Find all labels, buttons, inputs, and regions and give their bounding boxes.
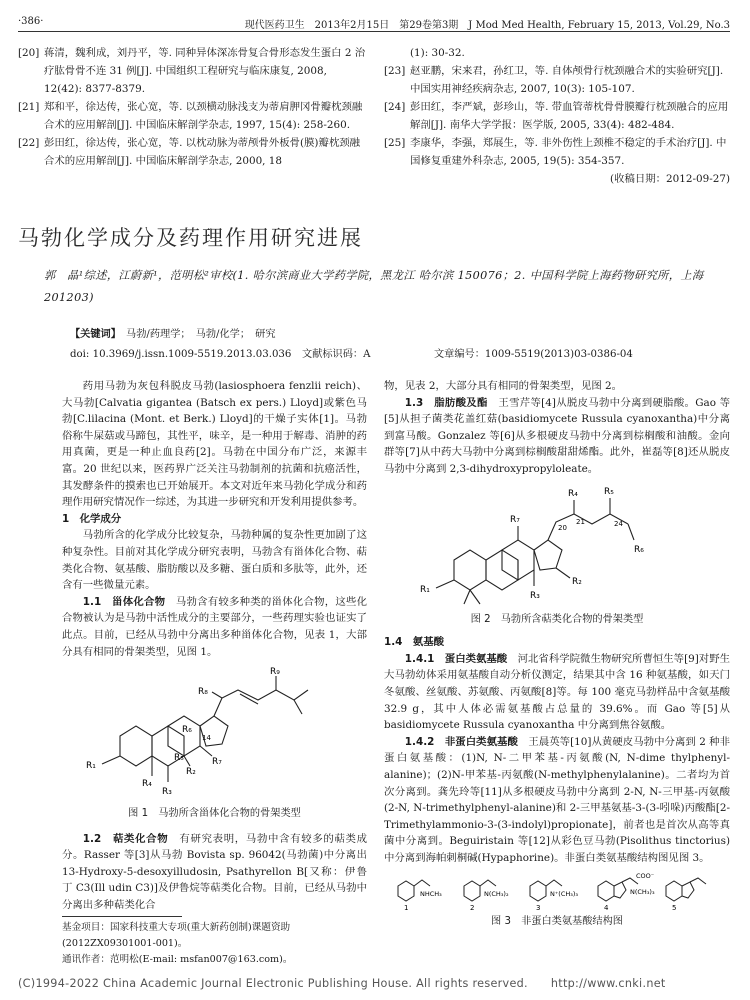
paragraph: 马勃所含的化学成分比较复杂，马勃种属的复杂性更加剧了这种复杂性。目前对其化学成分研究表明，马勃含有甾体化合物、萜类化合物、氨基酸、脂肪酸以及多糖、蛋白质和多肽等，此外，还含有一些微量元素。	[62, 529, 367, 592]
fig3-label-COO: COO⁻	[636, 872, 655, 881]
fig1-label-R2: R₂	[186, 767, 196, 778]
paragraph: 1.3 脂肪酸及酯 王雪芹等[4]从脱皮马勃中分离到硬脂酸。Gao 等[5]从担子菌类花盖红菇(basidiomycete Russula cyanoxantha)中分离到富马酸。Gonzalez 等[6]从多根硬皮马勃中分离到棕榈酸和油酸。金向群等[7]从中药大马勃中分离到棕榈酸甜甜烯酯。此外，崔磊等[8]还从脱皮马勃中分离到 2,3-dihydroxypropyloleate。	[384, 396, 730, 475]
fig2-label-R7: R₇	[510, 514, 520, 525]
reference-item: [21] 郑和平，徐达传，张心宽，等. 以颈横动脉浅支为蒂肩胛冈骨瓣枕颈融合术的应用解剖[J]. 中国临床解剖学杂志, 1997, 15(4): 258-260.	[18, 101, 363, 131]
keywords-block	[70, 325, 710, 365]
fig3-label-NCH33: N(CH₃)₃	[630, 888, 655, 897]
keywords-label: 【关键词】	[70, 329, 116, 340]
fig1-label-R9: R₉	[270, 667, 280, 678]
fig3-label-4: 4	[604, 904, 609, 913]
fig1-label-R3: R₃	[162, 787, 172, 798]
section-heading: 1.4 氨基酸	[384, 636, 444, 649]
reference-item: [24] 彭田红，李严斌，彭珍山，等. 带血管蒂枕骨骨膜瓣行枕颈融合的应用解剖[J]. 南华大学学报：医学版, 2005, 33(4): 482-484.	[384, 101, 729, 131]
journal-info: 现代医药卫生 2013年2月15日 第29卷第3期 J Mod Med Health, February 15, 2013, Vol.29, No.3	[244, 20, 730, 31]
paragraph: 1.4.2 非蛋白类氨基酸 王晨英等[10]从黄硬皮马勃中分离到 2 种非蛋白氨基酸：(1)N, N-二甲苯基-丙氨酸(N, N-dime thylphenyl-alanine)；(2)N-甲苯基-丙氨酸(N-methylphenylalanine)。二者均为首次分离到。龚先玲等[11]从多根硬皮马勃中分离到 2-N, N-三甲基-丙氨酸(2-N, N-trimethylphenyl-alanine)和 2-三甲基氨基-3-(3-吲哚)丙酸酯[2-Trimethylammonio-3-(3-indolyl)propionate]，前者也是首次从高等真菌中分离到。Beguiristain 等[12]从彩色豆马勃(Pisolithus tinctorius)中分离到海帕刺桐碱(Hypaphorine)。非蛋白类氨基酸结构图见图 3。	[384, 735, 730, 864]
copyright-line: (C)1994-2022 China Academic Journal Electronic Publishing House. All rights reserved. http://www.cnki.net	[18, 977, 666, 990]
fig3-label-NHCH3: NHCH₃	[420, 890, 442, 899]
terpenoid-skeleton-diagram	[384, 482, 730, 610]
left-column	[62, 378, 367, 914]
fig3-label-2: 2	[470, 904, 475, 913]
fig1-label-R5: R₅	[174, 753, 184, 764]
fig2-label-R2: R₂	[572, 576, 582, 587]
fig3-label-1: 1	[404, 904, 409, 913]
fig3-label-NCH33plus: N⁺(CH₃)₃	[550, 890, 579, 899]
article-number: 文章编号：1009-5519(2013)03-0386-04	[434, 349, 633, 360]
author-affiliations: 郭 晶¹综述，江蔚新¹，范明松²审校(1. 哈尔滨商业大学药学院，黑龙江 哈尔滨 150076；2. 中国科学院上海药物研究所，上海 201203)	[44, 269, 704, 304]
footnotes	[62, 920, 372, 968]
fig2-label-R4: R₄	[568, 488, 578, 499]
subsection-heading: 1.4.2 非蛋白类氨基酸	[404, 735, 518, 748]
reference-item: [23] 赵亚鹏，宋来君，孙红卫，等. 自体颅骨行枕颈融合术的实验研究[J]. 中国实用神经疾病杂志, 2007, 10(3): 105-107.	[384, 65, 724, 95]
fig3-label-NCH32: N(CH₃)₂	[484, 890, 509, 899]
subsection-heading: 1.1 甾体化合物	[82, 595, 166, 608]
reference-item: [22] 彭田红，徐达传，张心宽，等. 以枕动脉为蒂颅骨外板骨(膜)瓣枕颈融合术的应用解剖[J]. 中国临床解剖学杂志, 2000, 18	[18, 137, 361, 167]
reference-list-left	[18, 44, 366, 170]
fig1-label-R1: R₁	[86, 761, 96, 772]
subsection-heading: 1.2 萜类化合物	[82, 832, 169, 845]
page-number: ·386·	[18, 16, 44, 27]
figure-3-caption: 图 3 非蛋白类氨基酸结构图	[491, 916, 623, 928]
fig1-label-14: 14	[202, 734, 211, 743]
fig2-label-R1: R₁	[420, 584, 430, 595]
fig1-label-R4: R₄	[142, 779, 152, 790]
corresponding-author: 通讯作者：范明松(E-mail: msfan007@163.com)。	[62, 954, 293, 965]
reference-item: [25] 李康华，李强，郑展生，等. 非外伤性上颈椎不稳定的手术治疗[J]. 中国修复重建外科杂志, 2005, 19(5): 354-357.	[384, 137, 727, 167]
figure-2	[384, 482, 730, 610]
article-title: 马勃化学成分及药理作用研究进展	[18, 226, 363, 250]
fund-note: 基金项目：国家科技重大专项(重大新药创制)课题资助(2012ZX09301001-001)。	[62, 922, 291, 949]
subsection-heading: 1.3 脂肪酸及酯	[404, 396, 488, 409]
fig3-label-3: 3	[536, 904, 541, 913]
paragraph: 1.2 萜类化合物 有研究表明，马勃中含有较多的萜类成分。Rasser 等[3]从马勃 Bovista sp. 96042(马勃菌)中分离出 13-Hydroxy-5-desoxyilludosin, Psathyrellon B[又称：伊鲁丁 C3(Ill udin C3)]及伊鲁烷等萜类化合物。目前，已经从马勃中分离出多种萜类化合	[62, 832, 368, 912]
amino-acid-structures	[384, 868, 730, 912]
fig1-label-R6: R₆	[182, 725, 192, 736]
fig2-label-24: 24	[614, 519, 623, 528]
paragraph: 1.4.1 蛋白类氨基酸 河北省科学院微生物研究所曹恒生等[9]对野生大马勃幼体采用氨基酸自动分析仪测定，结果其中含 16 种氨基酸，如天门冬氨酸、丝氨酸、苏氨酸、丙氨酸[8]等。每 100 毫克马勃样品中含氨基酸 32.9 g，其中人体必需氨基酸占总量的 39.6%。而 Gao 等[5]从 basidiomycete Russula cyanoxantha 中分离到焦谷氨酸。	[384, 652, 730, 732]
document-code: 文献标识码：A	[302, 349, 371, 360]
keywords-text: 马勃/药理学； 马勃/化学； 研究	[126, 329, 276, 340]
fig1-label-R7: R₇	[212, 757, 222, 768]
header-rule	[18, 31, 730, 32]
reference-item: [20] 蒋清，魏利成，刘丹平，等. 同种异体深冻骨复合骨形态发生蛋白 2 治疗肱骨骨不连 31 例[J]. 中国组织工程研究与临床康复, 2008, 12(42): 8377-8379.	[18, 47, 366, 95]
footnote-rule	[62, 916, 182, 917]
fig2-label-21: 21	[576, 517, 585, 526]
paragraph: 1.1 甾体化合物 马勃含有较多种类的甾体化合物，这些化合物被认为是马勃中活性成分的主要部分，一些药理实验也证实了此点。目前，已经从马勃中分离出多种甾体化合物，见表 1，大部分具有相同的骨架类型，见图 1。	[62, 595, 368, 658]
figure-3	[384, 868, 730, 912]
fig1-label-R8: R₈	[198, 687, 208, 698]
doi: doi: 10.3969/j.issn.1009-5519.2013.03.036	[70, 349, 292, 360]
section-heading: 1 化学成分	[62, 512, 122, 525]
intro-paragraph: 药用马勃为灰包科脱皮马勃(lasiosphoera fenzlii reich)、大马勃[Calvatia gigantea (Batsch ex pers.) Lloyd]或紫色马勃[C.lilacina (Mont. et Berk.) Lloyd]的干燥子实体[1]。马勃俗称牛屎菇或马蹄包，其性平，味辛，是一种用于解毒、消肿的药用真菌，更是一种止血良药[2]。马勃在中国分布广泛，来源丰富。20 世纪以来，医药界广泛关注马勃制剂的抗菌和抗癌活性，其发酵条件的摸索也已开始展开。本文对近年来马勃化学成分和药理作用研究情况作一综述，为其进一步研究和开发利用提供参考。	[62, 380, 367, 509]
subsection-heading: 1.4.1 蛋白类氨基酸	[404, 652, 508, 665]
reference-list-right	[384, 44, 730, 188]
fig2-label-20: 20	[558, 523, 567, 532]
figure-1	[62, 664, 367, 804]
fig2-label-R5: R₅	[604, 486, 614, 497]
received-date: (收稿日期：2012-09-27)	[610, 173, 730, 185]
fig3-label-5: 5	[672, 904, 677, 913]
steroid-skeleton-diagram	[62, 664, 367, 804]
figure-1-caption: 图 1 马勃所含甾体化合物的骨架类型	[128, 808, 301, 820]
fig2-label-R3: R₃	[530, 590, 540, 601]
right-column	[384, 378, 730, 931]
reference-item: (1): 30-32.	[410, 47, 465, 59]
figure-2-caption: 图 2 马勃所含萜类化合物的骨架类型	[470, 613, 644, 625]
running-header	[18, 12, 730, 32]
paragraph: 物，见表 2，大部分具有相同的骨架类型，见图 2。	[384, 380, 623, 392]
fig2-label-R6: R₆	[634, 544, 644, 555]
